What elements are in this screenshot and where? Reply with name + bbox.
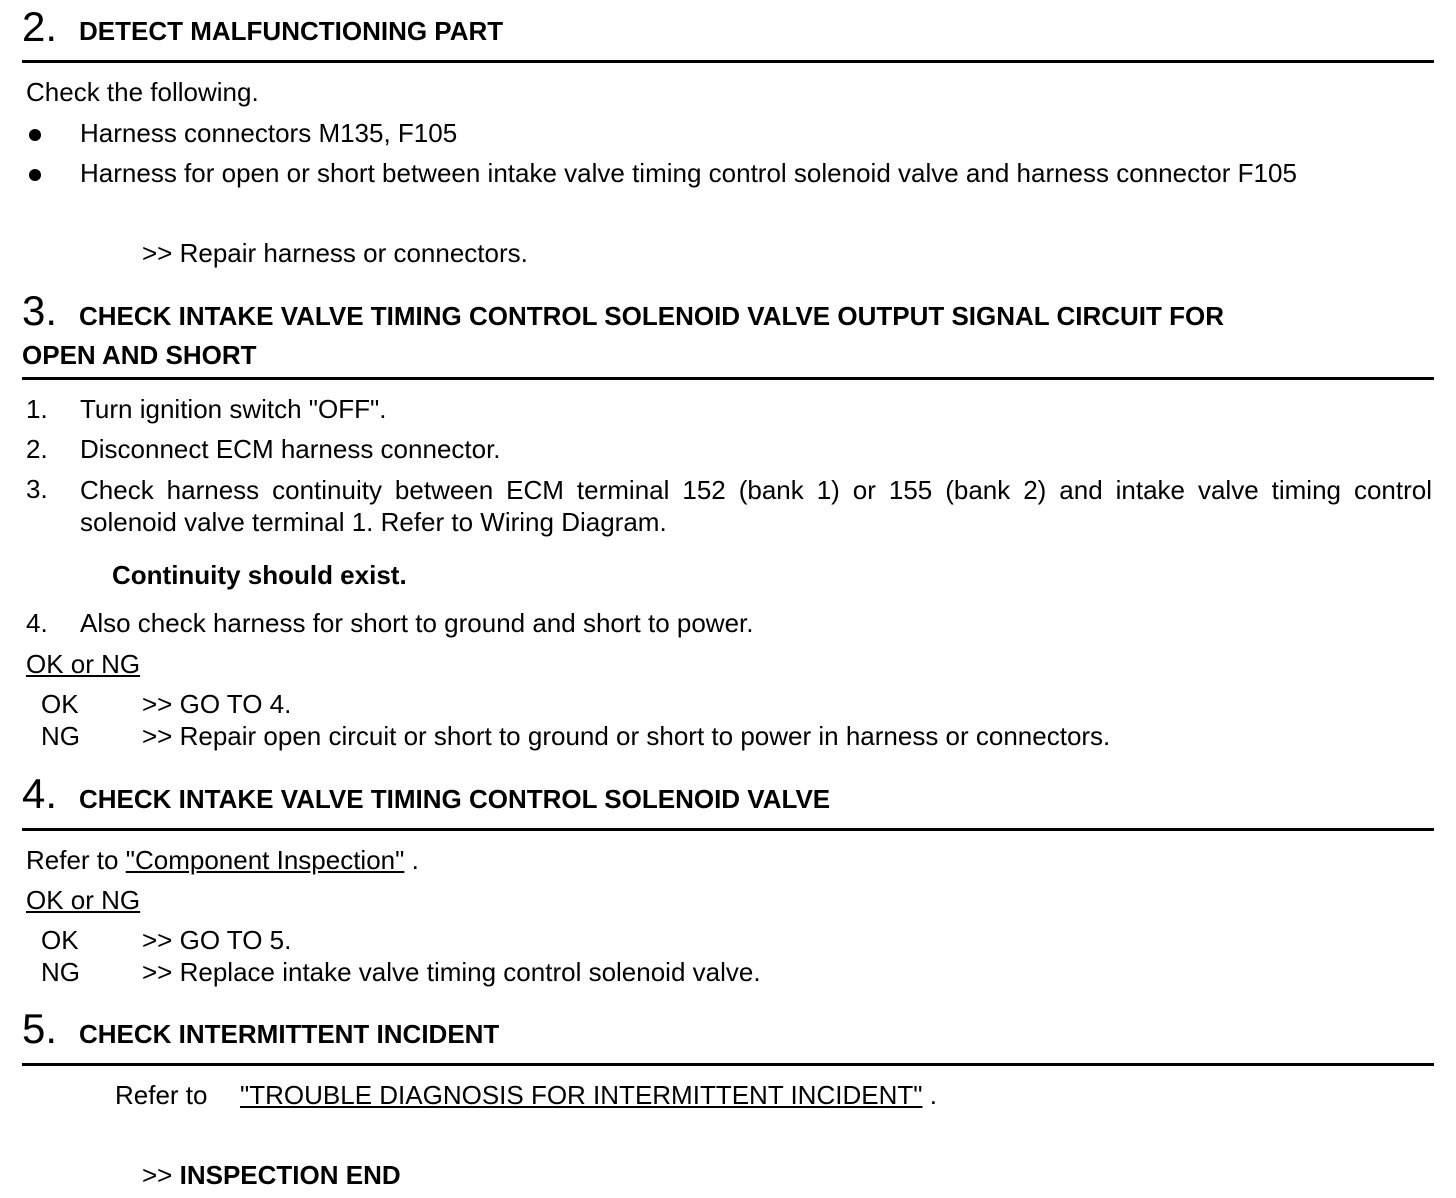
refer-suffix: . bbox=[929, 1080, 937, 1110]
ok-label: OK bbox=[41, 689, 79, 719]
result-text: >> Repair harness or connectors. bbox=[142, 238, 528, 268]
ng-label: NG bbox=[41, 957, 80, 987]
ok-label: OK bbox=[41, 925, 79, 955]
step-number: 2. bbox=[22, 3, 58, 50]
section-divider bbox=[22, 60, 1434, 63]
end-prefix: >> bbox=[142, 1160, 173, 1190]
refer-text bbox=[26, 845, 419, 875]
inspection-end-label: INSPECTION END bbox=[179, 1160, 401, 1190]
trouble-diagnosis-link[interactable]: "TROUBLE DIAGNOSIS FOR INTERMITTENT INCIDENT" bbox=[240, 1080, 923, 1110]
step-number: 4. bbox=[22, 770, 58, 817]
step-number: 5. bbox=[22, 1005, 58, 1052]
step-number: 3. bbox=[22, 287, 58, 334]
refer-prefix: Refer to bbox=[115, 1080, 208, 1110]
spec-text: Continuity should exist. bbox=[112, 560, 407, 590]
section-divider bbox=[22, 828, 1434, 831]
bullet-icon bbox=[29, 169, 41, 181]
ng-label: NG bbox=[41, 721, 80, 751]
list-item: Harness for open or short between intake valve timing control solenoid valve and harness connector F105 bbox=[80, 158, 1297, 188]
step-title: CHECK INTERMITTENT INCIDENT bbox=[79, 1019, 500, 1049]
item-number: 3. bbox=[26, 474, 48, 504]
item-number: 2. bbox=[26, 434, 48, 464]
judgement-heading: OK or NG bbox=[26, 649, 141, 679]
section-divider bbox=[22, 377, 1434, 380]
step-title: CHECK INTAKE VALVE TIMING CONTROL SOLENOID VALVE OUTPUT SIGNAL CIRCUIT FOR bbox=[79, 301, 1224, 331]
refer-suffix: . bbox=[411, 845, 419, 875]
end-text bbox=[142, 1160, 401, 1190]
item-number: 4. bbox=[26, 608, 48, 638]
list-item: Check harness continuity between ECM terminal 152 (bank 1) or 155 (bank 2) and intake valve timing control solenoid valve terminal 1. Refer to Wiring Diagram. bbox=[80, 475, 1432, 537]
step-title-continued: OPEN AND SHORT bbox=[22, 340, 257, 370]
ng-result: >> Replace intake valve timing control solenoid valve. bbox=[142, 957, 761, 987]
step-title: DETECT MALFUNCTIONING PART bbox=[79, 16, 504, 46]
refer-prefix: Refer to bbox=[26, 845, 119, 875]
item-number: 1. bbox=[26, 394, 48, 424]
ng-result: >> Repair open circuit or short to ground or short to power in harness or connectors. bbox=[142, 721, 1111, 751]
list-item: Turn ignition switch "OFF". bbox=[80, 394, 387, 424]
ok-result: >> GO TO 5. bbox=[142, 925, 292, 955]
section-divider bbox=[22, 1063, 1434, 1066]
component-inspection-link[interactable]: "Component Inspection" bbox=[125, 845, 405, 875]
step-title: CHECK INTAKE VALVE TIMING CONTROL SOLENOID VALVE bbox=[79, 784, 831, 814]
bullet-icon bbox=[29, 129, 41, 141]
refer-text bbox=[240, 1080, 937, 1110]
ok-result: >> GO TO 4. bbox=[142, 689, 292, 719]
judgement-heading: OK or NG bbox=[26, 885, 141, 915]
list-item: Also check harness for short to ground and short to power. bbox=[80, 608, 754, 638]
list-item: Harness connectors M135, F105 bbox=[80, 118, 458, 148]
intro-text: Check the following. bbox=[26, 77, 259, 107]
list-item: Disconnect ECM harness connector. bbox=[80, 434, 501, 464]
